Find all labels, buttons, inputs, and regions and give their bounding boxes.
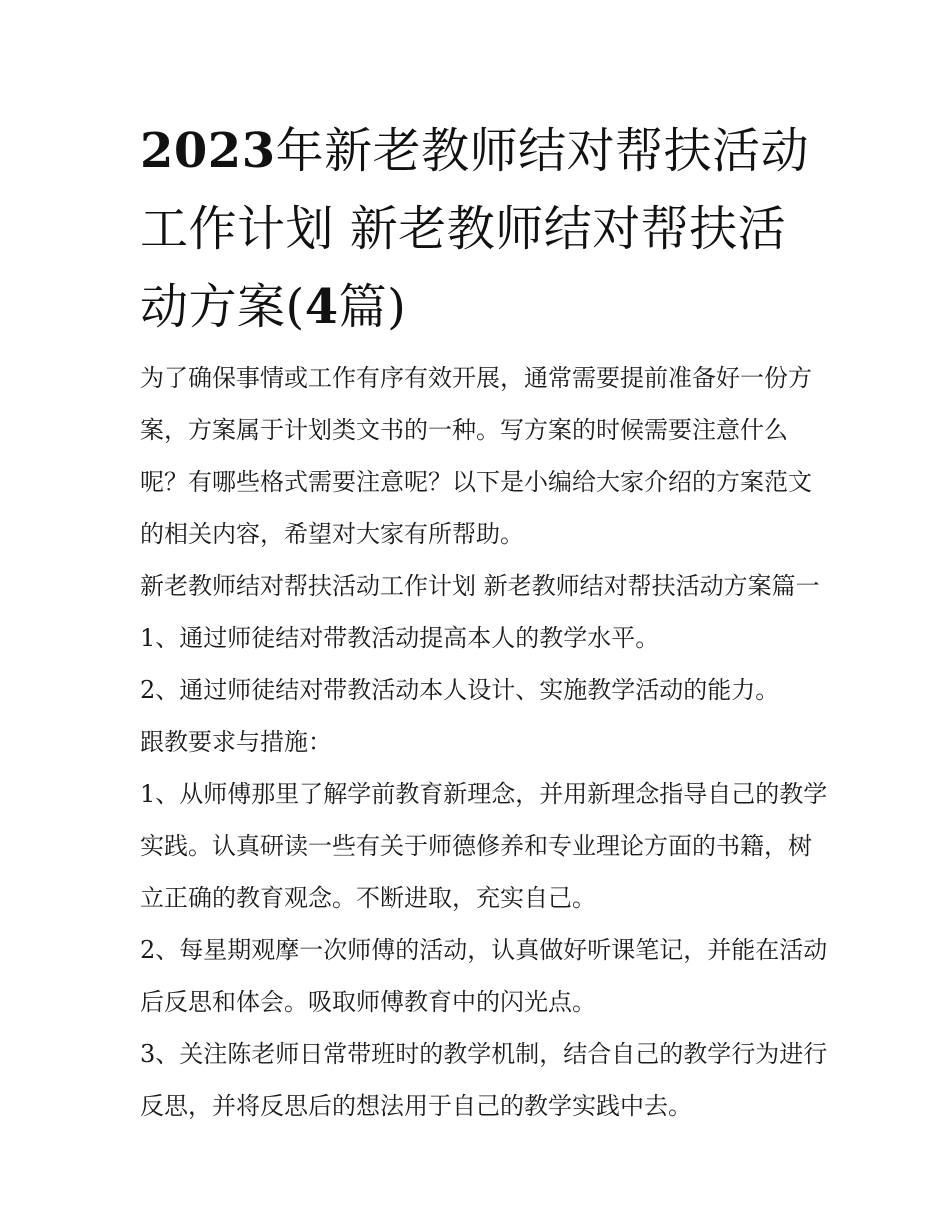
intro-paragraph: 为了确保事情或工作有序有效开展，通常需要提前准备好一份方案，方案属于计划类文书的一种。写方案的时候需要注意什么呢？有哪些格式需要注意呢？以下是小编给大家介绍的方案范文的相关内容，希望对大家有所帮助。 [140, 364, 812, 548]
title-count: 4 [304, 279, 339, 335]
section-heading-paragraph: 新老教师结对帮扶活动工作计划 新老教师结对帮扶活动方案篇一 1、通过师徒结对带教活动提高本人的教学水平。 [140, 572, 820, 652]
measure-two-paragraph: 2、每星期观摩一次师傅的活动，认真做好听课笔记，并能在活动后反思和体会。吸取师傅教育中的闪光点。 [140, 936, 828, 1016]
title-text: 年新老教师结对帮扶活动工作计划 新老教师结对帮扶活动方案( [140, 123, 810, 335]
document-title [140, 112, 820, 346]
measure-one-paragraph: 1、从师傅那里了解学前教育新理念，并用新理念指导自己的教学实践。认真研读一些有关于师德修养和专业理论方面的书籍，树立正确的教育观念。不断进取，充实自己。 [140, 780, 828, 912]
requirements-heading: 跟教要求与措施： [140, 728, 332, 756]
goal-two-paragraph: 2、通过师徒结对带教活动本人设计、实施教学活动的能力。 [140, 676, 780, 704]
title-year: 2023 [140, 123, 276, 179]
measure-three-paragraph: 3、关注陈老师日常带班时的教学机制，结合自己的教学行为进行反思，并将反思后的想法用于自己的教学实践中去。 [140, 1040, 828, 1120]
document-body [140, 352, 830, 1132]
title-end: 篇) [338, 279, 407, 335]
